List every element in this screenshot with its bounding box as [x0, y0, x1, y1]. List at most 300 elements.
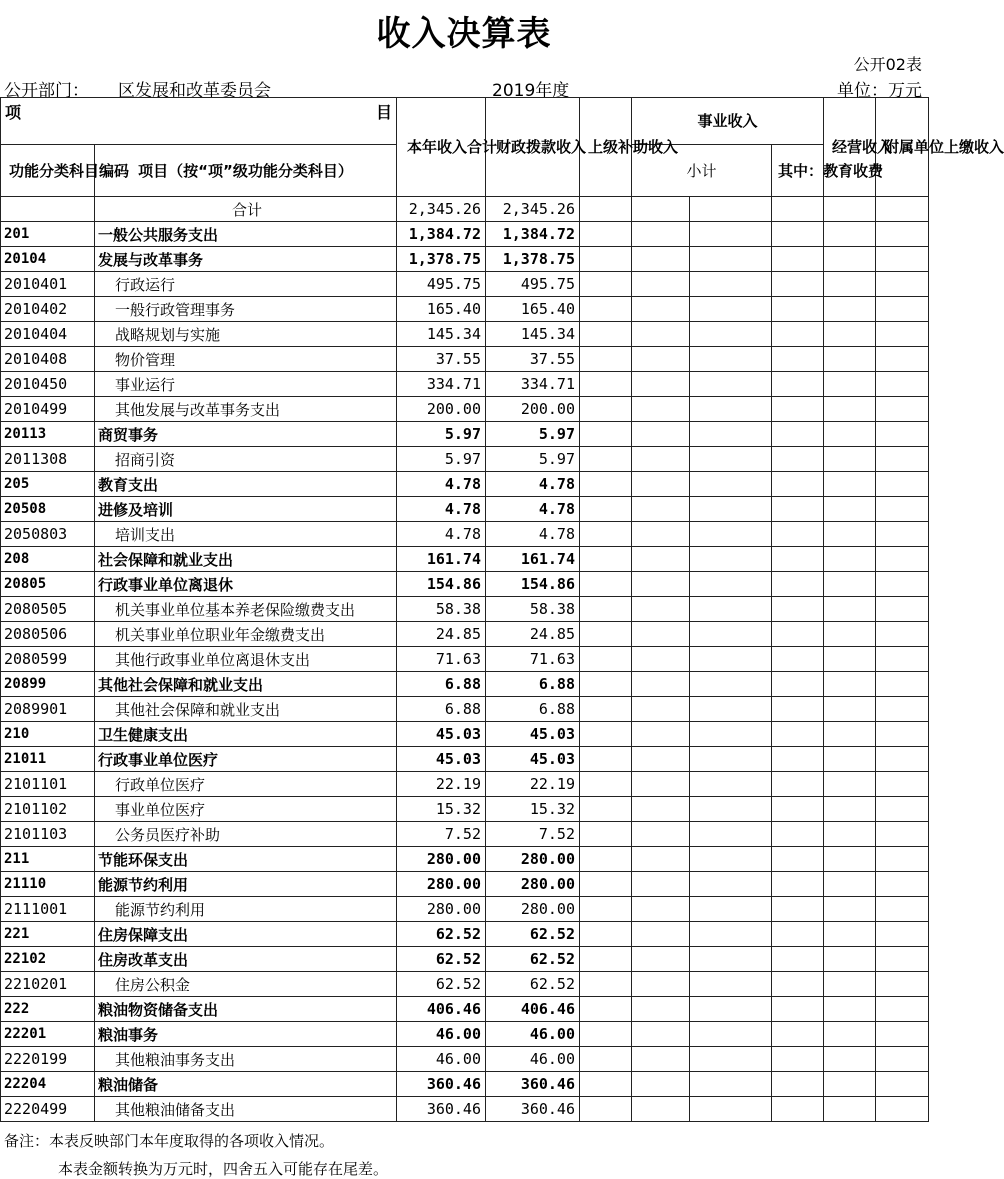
- cell-code: 2220499: [1, 1097, 95, 1122]
- cell-superior: [580, 347, 632, 372]
- cell-item-name: 其他社会保障和就业支出: [95, 697, 397, 722]
- header-edu-fee: 其中：教育收费: [772, 145, 824, 197]
- cell-edu-fee: [772, 422, 824, 447]
- cell-item-name: 其他社会保障和就业支出: [95, 672, 397, 697]
- cell-operating: [824, 1047, 876, 1072]
- cell-superior: [580, 747, 632, 772]
- cell-code: 2010408: [1, 347, 95, 372]
- cell-code: 2101102: [1, 797, 95, 822]
- cell-fiscal: 45.03: [486, 747, 580, 772]
- header-fiscal: 财政拨款收入: [486, 98, 580, 197]
- cell-operating: [824, 1022, 876, 1047]
- header-operating: 经营收入: [824, 98, 876, 197]
- table-row: [1, 722, 929, 747]
- cell-business-subtotal: [632, 1072, 690, 1097]
- table-row: [1, 622, 929, 647]
- cell-affiliated: [876, 747, 929, 772]
- cell-business-subtotal-2: [690, 1047, 772, 1072]
- cell-edu-fee: [772, 297, 824, 322]
- table-row: [1, 397, 929, 422]
- cell-code: 2010499: [1, 397, 95, 422]
- header-mu: 目: [375, 103, 392, 122]
- cell-code: 2210201: [1, 972, 95, 997]
- cell-total-income: 280.00: [397, 872, 486, 897]
- cell-superior: [580, 1047, 632, 1072]
- cell-item-name: 粮油事务: [95, 1022, 397, 1047]
- cell-item-name: 粮油储备: [95, 1072, 397, 1097]
- cell-business-subtotal-2: [690, 747, 772, 772]
- header-superior: 上级补助收入: [580, 98, 632, 197]
- cell-edu-fee: [772, 272, 824, 297]
- cell-business-subtotal-2: [690, 1097, 772, 1122]
- cell-business-subtotal: [632, 372, 690, 397]
- cell-business-subtotal: [632, 472, 690, 497]
- cell-business-subtotal: [632, 997, 690, 1022]
- cell-operating: [824, 597, 876, 622]
- table-row: [1, 272, 929, 297]
- cell-code: 2080506: [1, 622, 95, 647]
- cell-edu-fee: [772, 822, 824, 847]
- cell-operating: [824, 797, 876, 822]
- cell-edu-fee: [772, 1097, 824, 1122]
- cell-business-subtotal: [632, 722, 690, 747]
- cell-edu-fee: [772, 697, 824, 722]
- cell-business-subtotal: [632, 947, 690, 972]
- cell-code: 22204: [1, 1072, 95, 1097]
- cell-total-income: 7.52: [397, 822, 486, 847]
- cell-fiscal: 62.52: [486, 922, 580, 947]
- cell-business-subtotal-2: [690, 647, 772, 672]
- table-row: [1, 1047, 929, 1072]
- cell-affiliated: [876, 697, 929, 722]
- cell-code: 222: [1, 997, 95, 1022]
- cell-business-subtotal: [632, 397, 690, 422]
- cell-superior: [580, 472, 632, 497]
- cell-total-income: 360.46: [397, 1072, 486, 1097]
- cell-business-subtotal-2: [690, 522, 772, 547]
- cell-business-subtotal-2: [690, 347, 772, 372]
- cell-business-subtotal-2: [690, 447, 772, 472]
- cell-affiliated: [876, 947, 929, 972]
- cell-business-subtotal-2: [690, 622, 772, 647]
- cell-fiscal: 1,378.75: [486, 247, 580, 272]
- table-row: [1, 222, 929, 247]
- cell-edu-fee: [772, 847, 824, 872]
- cell-fiscal: 1,384.72: [486, 222, 580, 247]
- cell-superior: [580, 622, 632, 647]
- cell-business-subtotal: [632, 447, 690, 472]
- cell-operating: [824, 1097, 876, 1122]
- cell-superior: [580, 872, 632, 897]
- cell-total-income: 334.71: [397, 372, 486, 397]
- cell-item-name: 商贸事务: [95, 422, 397, 447]
- cell-fiscal: 62.52: [486, 972, 580, 997]
- cell-business-subtotal: [632, 972, 690, 997]
- cell-affiliated: [876, 622, 929, 647]
- cell-fiscal: 4.78: [486, 497, 580, 522]
- fiscal-year: 2019年度: [492, 81, 570, 101]
- table-row: [1, 897, 929, 922]
- table-row: [1, 197, 929, 222]
- cell-code: 22102: [1, 947, 95, 972]
- table-row: [1, 322, 929, 347]
- cell-item-name: 粮油物资储备支出: [95, 997, 397, 1022]
- cell-total-income: 280.00: [397, 847, 486, 872]
- cell-affiliated: [876, 1097, 929, 1122]
- cell-business-subtotal: [632, 272, 690, 297]
- cell-total-income: 4.78: [397, 472, 486, 497]
- cell-code: 2011308: [1, 447, 95, 472]
- cell-operating: [824, 622, 876, 647]
- cell-fiscal: 62.52: [486, 947, 580, 972]
- cell-fiscal: 46.00: [486, 1047, 580, 1072]
- note-line-2: 本表金额转换为万元时，四舍五入可能存在尾差。: [58, 1160, 389, 1178]
- cell-total-income: 1,378.75: [397, 247, 486, 272]
- cell-operating: [824, 672, 876, 697]
- cell-fiscal: 280.00: [486, 872, 580, 897]
- cell-operating: [824, 322, 876, 347]
- header-affiliated: 附属单位上缴收入: [876, 98, 929, 197]
- cell-edu-fee: [772, 872, 824, 897]
- cell-fiscal: 45.03: [486, 722, 580, 747]
- cell-superior: [580, 372, 632, 397]
- cell-business-subtotal: [632, 847, 690, 872]
- header-xiang-mu: [1, 98, 397, 145]
- cell-item-name: 机关事业单位基本养老保险缴费支出: [95, 597, 397, 622]
- cell-fiscal: 71.63: [486, 647, 580, 672]
- cell-total-income: 37.55: [397, 347, 486, 372]
- cell-fiscal: 5.97: [486, 422, 580, 447]
- cell-superior: [580, 447, 632, 472]
- cell-business-subtotal-2: [690, 697, 772, 722]
- cell-fiscal: 5.97: [486, 447, 580, 472]
- cell-item-name: 住房保障支出: [95, 922, 397, 947]
- cell-business-subtotal-2: [690, 672, 772, 697]
- cell-edu-fee: [772, 947, 824, 972]
- cell-total-income: 280.00: [397, 897, 486, 922]
- cell-operating: [824, 297, 876, 322]
- header-total-income: 本年收入合计: [397, 98, 486, 197]
- cell-edu-fee: [772, 997, 824, 1022]
- cell-item-name: 其他粮油事务支出: [95, 1047, 397, 1072]
- cell-item-name: 能源节约利用: [95, 872, 397, 897]
- cell-superior: [580, 997, 632, 1022]
- cell-affiliated: [876, 647, 929, 672]
- cell-superior: [580, 197, 632, 222]
- cell-code: 205: [1, 472, 95, 497]
- cell-business-subtotal-2: [690, 297, 772, 322]
- cell-superior: [580, 222, 632, 247]
- cell-item-name: 物价管理: [95, 347, 397, 372]
- cell-business-subtotal: [632, 672, 690, 697]
- table-row: [1, 772, 929, 797]
- cell-business-subtotal: [632, 1097, 690, 1122]
- cell-edu-fee: [772, 472, 824, 497]
- cell-item-name: 一般公共服务支出: [95, 222, 397, 247]
- cell-fiscal: 4.78: [486, 522, 580, 547]
- cell-item-name: 行政运行: [95, 272, 397, 297]
- cell-business-subtotal: [632, 1047, 690, 1072]
- cell-affiliated: [876, 447, 929, 472]
- cell-business-subtotal: [632, 547, 690, 572]
- cell-affiliated: [876, 1072, 929, 1097]
- department-name: 区发展和改革委员会: [118, 81, 271, 101]
- cell-item-name: 事业运行: [95, 372, 397, 397]
- cell-superior: [580, 797, 632, 822]
- cell-operating: [824, 397, 876, 422]
- cell-operating: [824, 972, 876, 997]
- cell-affiliated: [876, 297, 929, 322]
- table-row: [1, 522, 929, 547]
- cell-business-subtotal-2: [690, 997, 772, 1022]
- cell-affiliated: [876, 222, 929, 247]
- cell-item-name: 行政单位医疗: [95, 772, 397, 797]
- cell-affiliated: [876, 497, 929, 522]
- cell-operating: [824, 872, 876, 897]
- cell-operating: [824, 522, 876, 547]
- cell-total-income: 2,345.26: [397, 197, 486, 222]
- cell-business-subtotal-2: [690, 772, 772, 797]
- cell-affiliated: [876, 847, 929, 872]
- cell-fiscal: 406.46: [486, 997, 580, 1022]
- table-row: [1, 472, 929, 497]
- cell-edu-fee: [772, 647, 824, 672]
- cell-operating: [824, 447, 876, 472]
- header-item-name: 项目（按“项”级功能分类科目）: [95, 145, 397, 197]
- cell-operating: [824, 997, 876, 1022]
- cell-total-income: 495.75: [397, 272, 486, 297]
- cell-fiscal: 360.46: [486, 1097, 580, 1122]
- cell-edu-fee: [772, 547, 824, 572]
- cell-superior: [580, 1097, 632, 1122]
- cell-item-name: 其他行政事业单位离退休支出: [95, 647, 397, 672]
- page-title: 收入决算表: [376, 14, 552, 54]
- cell-affiliated: [876, 772, 929, 797]
- cell-superior: [580, 572, 632, 597]
- table-row: [1, 497, 929, 522]
- cell-edu-fee: [772, 597, 824, 622]
- cell-edu-fee: [772, 1072, 824, 1097]
- cell-superior: [580, 1072, 632, 1097]
- cell-code: 2111001: [1, 897, 95, 922]
- cell-operating: [824, 247, 876, 272]
- cell-affiliated: [876, 997, 929, 1022]
- cell-item-name: 行政事业单位离退休: [95, 572, 397, 597]
- cell-code: 20899: [1, 672, 95, 697]
- table-row: [1, 1097, 929, 1122]
- cell-business-subtotal-2: [690, 897, 772, 922]
- income-table: [0, 97, 1004, 1122]
- cell-item-name: 卫生健康支出: [95, 722, 397, 747]
- table-row: [1, 347, 929, 372]
- unit-label: 单位：万元: [837, 81, 922, 101]
- cell-affiliated: [876, 922, 929, 947]
- cell-item-name: 进修及培训: [95, 497, 397, 522]
- cell-item-name: 合计: [95, 197, 397, 222]
- cell-code: 2080505: [1, 597, 95, 622]
- cell-superior: [580, 772, 632, 797]
- cell-edu-fee: [772, 622, 824, 647]
- cell-edu-fee: [772, 572, 824, 597]
- cell-code: 2089901: [1, 697, 95, 722]
- cell-operating: [824, 572, 876, 597]
- table-row: [1, 797, 929, 822]
- cell-code: [1, 197, 95, 222]
- cell-superior: [580, 972, 632, 997]
- cell-superior: [580, 897, 632, 922]
- cell-business-subtotal: [632, 747, 690, 772]
- cell-fiscal: 58.38: [486, 597, 580, 622]
- cell-edu-fee: [772, 347, 824, 372]
- table-row: [1, 972, 929, 997]
- cell-edu-fee: [772, 197, 824, 222]
- cell-business-subtotal-2: [690, 847, 772, 872]
- cell-item-name: 事业单位医疗: [95, 797, 397, 822]
- cell-affiliated: [876, 797, 929, 822]
- cell-item-name: 其他发展与改革事务支出: [95, 397, 397, 422]
- cell-business-subtotal-2: [690, 797, 772, 822]
- cell-edu-fee: [772, 522, 824, 547]
- department-label: 公开部门：: [4, 81, 89, 101]
- cell-business-subtotal: [632, 422, 690, 447]
- cell-business-subtotal-2: [690, 422, 772, 447]
- cell-operating: [824, 897, 876, 922]
- header-subtotal: 小计: [632, 145, 772, 197]
- table-row: [1, 597, 929, 622]
- cell-operating: [824, 822, 876, 847]
- header-xiang: 项: [5, 103, 22, 122]
- cell-affiliated: [876, 472, 929, 497]
- table-row: [1, 247, 929, 272]
- cell-operating: [824, 272, 876, 297]
- cell-business-subtotal: [632, 197, 690, 222]
- cell-superior: [580, 497, 632, 522]
- table-row: [1, 547, 929, 572]
- table-row: [1, 697, 929, 722]
- cell-item-name: 公务员医疗补助: [95, 822, 397, 847]
- cell-affiliated: [876, 322, 929, 347]
- cell-business-subtotal-2: [690, 322, 772, 347]
- cell-code: 208: [1, 547, 95, 572]
- table-row: [1, 447, 929, 472]
- table-row: [1, 947, 929, 972]
- cell-superior: [580, 272, 632, 297]
- cell-superior: [580, 697, 632, 722]
- cell-affiliated: [876, 897, 929, 922]
- cell-fiscal: 154.86: [486, 572, 580, 597]
- cell-item-name: 其他粮油储备支出: [95, 1097, 397, 1122]
- cell-edu-fee: [772, 772, 824, 797]
- cell-affiliated: [876, 197, 929, 222]
- cell-code: 211: [1, 847, 95, 872]
- cell-fiscal: 334.71: [486, 372, 580, 397]
- cell-item-name: 培训支出: [95, 522, 397, 547]
- cell-edu-fee: [772, 447, 824, 472]
- cell-business-subtotal-2: [690, 822, 772, 847]
- cell-code: 20805: [1, 572, 95, 597]
- cell-total-income: 62.52: [397, 947, 486, 972]
- note-line-1: 备注：本表反映部门本年度取得的各项收入情况。: [4, 1132, 335, 1150]
- cell-business-subtotal-2: [690, 597, 772, 622]
- cell-operating: [824, 197, 876, 222]
- cell-superior: [580, 547, 632, 572]
- cell-business-subtotal-2: [690, 1022, 772, 1047]
- cell-edu-fee: [772, 1047, 824, 1072]
- cell-code: 2010404: [1, 322, 95, 347]
- cell-business-subtotal-2: [690, 197, 772, 222]
- table-row: [1, 572, 929, 597]
- cell-affiliated: [876, 247, 929, 272]
- cell-business-subtotal: [632, 772, 690, 797]
- cell-edu-fee: [772, 497, 824, 522]
- cell-fiscal: 4.78: [486, 472, 580, 497]
- cell-business-subtotal-2: [690, 547, 772, 572]
- table-row: [1, 672, 929, 697]
- cell-code: 201: [1, 222, 95, 247]
- cell-total-income: 6.88: [397, 672, 486, 697]
- cell-fiscal: 6.88: [486, 697, 580, 722]
- cell-fiscal: 280.00: [486, 897, 580, 922]
- cell-superior: [580, 647, 632, 672]
- cell-superior: [580, 922, 632, 947]
- cell-total-income: 62.52: [397, 972, 486, 997]
- cell-code: 20508: [1, 497, 95, 522]
- cell-business-subtotal-2: [690, 972, 772, 997]
- cell-edu-fee: [772, 672, 824, 697]
- cell-business-subtotal-2: [690, 247, 772, 272]
- cell-code: 2010402: [1, 297, 95, 322]
- cell-edu-fee: [772, 972, 824, 997]
- cell-business-subtotal: [632, 897, 690, 922]
- cell-item-name: 一般行政管理事务: [95, 297, 397, 322]
- cell-fiscal: 2,345.26: [486, 197, 580, 222]
- cell-operating: [824, 647, 876, 672]
- cell-fiscal: 165.40: [486, 297, 580, 322]
- cell-total-income: 4.78: [397, 522, 486, 547]
- cell-item-name: 住房改革支出: [95, 947, 397, 972]
- cell-fiscal: 495.75: [486, 272, 580, 297]
- cell-business-subtotal-2: [690, 872, 772, 897]
- cell-business-subtotal: [632, 222, 690, 247]
- cell-code: 2101101: [1, 772, 95, 797]
- cell-business-subtotal: [632, 1022, 690, 1047]
- cell-fiscal: 15.32: [486, 797, 580, 822]
- cell-business-subtotal-2: [690, 1072, 772, 1097]
- cell-code: 221: [1, 922, 95, 947]
- cell-fiscal: 6.88: [486, 672, 580, 697]
- cell-total-income: 406.46: [397, 997, 486, 1022]
- cell-total-income: 45.03: [397, 722, 486, 747]
- cell-fiscal: 24.85: [486, 622, 580, 647]
- cell-fiscal: 200.00: [486, 397, 580, 422]
- cell-affiliated: [876, 1022, 929, 1047]
- cell-affiliated: [876, 547, 929, 572]
- table-row: [1, 922, 929, 947]
- cell-business-subtotal-2: [690, 222, 772, 247]
- cell-operating: [824, 847, 876, 872]
- cell-total-income: 4.78: [397, 497, 486, 522]
- cell-business-subtotal: [632, 297, 690, 322]
- header-func-code: 功能分类科目编码: [1, 145, 95, 197]
- cell-code: 22201: [1, 1022, 95, 1047]
- cell-affiliated: [876, 347, 929, 372]
- cell-superior: [580, 322, 632, 347]
- cell-edu-fee: [772, 922, 824, 947]
- cell-business-subtotal: [632, 322, 690, 347]
- cell-edu-fee: [772, 897, 824, 922]
- cell-business-subtotal: [632, 822, 690, 847]
- cell-operating: [824, 1072, 876, 1097]
